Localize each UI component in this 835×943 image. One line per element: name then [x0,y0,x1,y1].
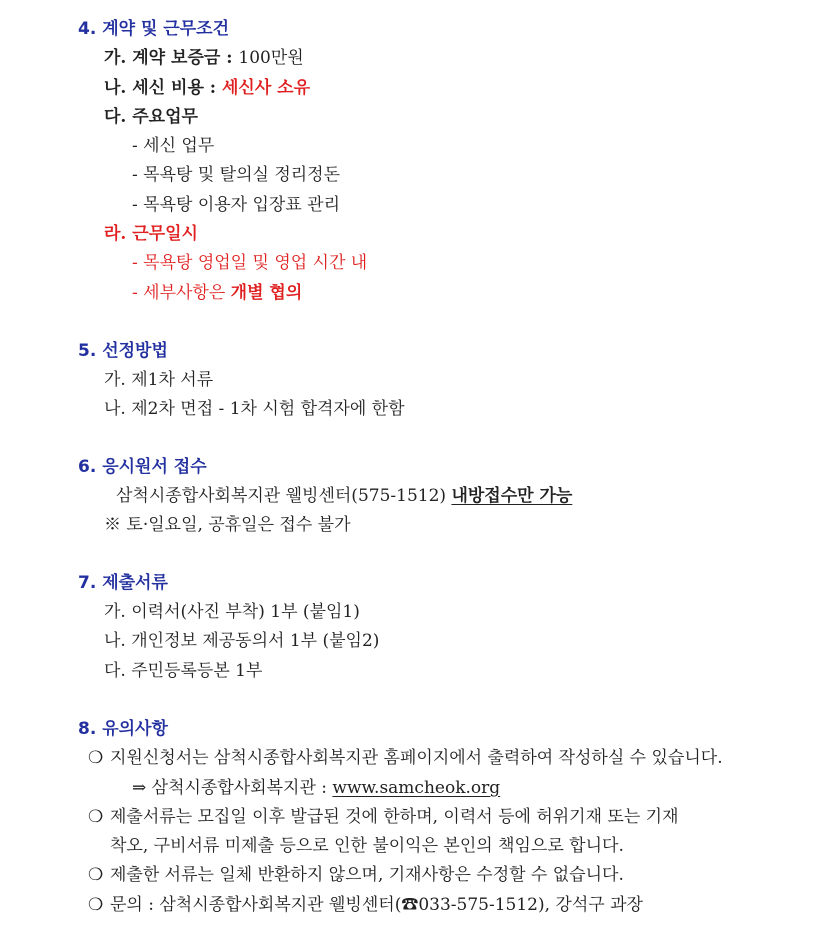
section-4-heading: 4. 계약 및 근무조건 [78,19,229,39]
contract-deposit-label: 가. 계약 보증금 : [104,48,239,68]
notice-text: 제출한 서류는 일체 반환하지 않으며, 기재사항은 수정할 수 없습니다. [110,865,624,885]
application-center: 삼척시종합사회복지관 웰빙센터(575-1512) [116,486,452,506]
contact-text: 문의 : 삼척시종합사회복지관 웰빙센터(☎033-575-1512), 강석구 과장 [110,895,643,915]
homepage-link-row [132,777,500,799]
section-5-heading: 5. 선정방법 [78,341,168,361]
notice-text: 제출서류는 모집일 이후 발급된 것에 한하며, 이력서 등에 허위기재 또는 기재 [110,807,679,827]
visit-only-notice: 내방접수만 가능 [451,486,573,506]
duty-item: - 목욕탕 이용자 입장표 관리 [132,195,341,215]
notice-text-continued: 착오, 구비서류 미제출 등으로 인한 불이익은 본인의 책임으로 합니다. [110,836,624,856]
section-7-heading: 7. 제출서류 [78,573,168,593]
document-item: 다. 주민등록등본 1부 [104,661,263,681]
work-schedule-label: 라. 근무일시 [104,224,198,244]
main-duties-label: 다. 주요업무 [104,107,198,127]
document-item: 나. 개인정보 제공동의서 1부 (붙임2) [104,631,380,651]
contract-deposit-value: 100만원 [238,48,304,68]
schedule-detail-prefix: - 세부사항은 [132,283,231,303]
application-location [116,485,572,507]
section-8-heading: 8. 유의사항 [78,719,168,739]
section-6-heading: 6. 응시원서 접수 [78,457,207,477]
washing-fee-row [104,77,310,99]
duty-item: - 목욕탕 및 탈의실 정리정돈 [132,165,341,185]
notice-bullet-1 [88,747,723,769]
duty-item: - 세신 업무 [132,136,215,156]
notice-bullet-3 [88,864,624,886]
circle-bullet-icon: ❍ [88,807,104,827]
application-note: ※ 토·일요일, 공휴일은 접수 불가 [104,515,351,535]
schedule-detail-emphasis: 개별 협의 [230,283,303,303]
circle-bullet-icon: ❍ [88,895,104,915]
notice-text: 지원신청서는 삼척시종합사회복지관 홈페이지에서 출력하여 작성하실 수 있습니다. [110,748,723,768]
selection-step: 가. 제1차 서류 [104,370,214,390]
circle-bullet-icon: ❍ [88,865,104,885]
washing-fee-label: 나. 세신 비용 : [104,78,222,98]
document-item: 가. 이력서(사진 부착) 1부 (붙임1) [104,602,360,622]
homepage-link[interactable]: www.samcheok.org [332,778,501,798]
selection-step: 나. 제2차 면접 - 1차 시험 합격자에 한함 [104,399,405,419]
schedule-item-detail [132,282,302,304]
notice-bullet-2 [88,806,679,828]
schedule-item: - 목욕탕 영업일 및 영업 시간 내 [132,253,368,273]
circle-bullet-icon: ❍ [88,748,104,768]
washing-fee-value: 세신사 소유 [221,78,311,98]
notice-bullet-4 [88,894,643,916]
homepage-label: ⇒ 삼척시종합사회복지관 : [132,778,333,798]
contract-deposit-row [104,47,304,69]
